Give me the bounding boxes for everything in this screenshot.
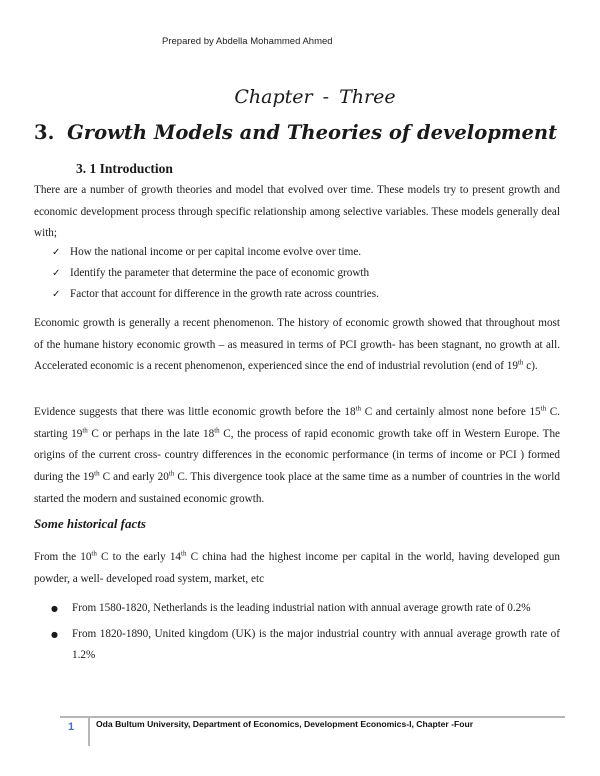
intro-paragraph: There are a number of growth theories and model that evolved over time. These models try to present growth and economic development process through specific relationship among selective variables. These models generally deal with; [34, 184, 560, 240]
para3-sup: th [94, 469, 100, 478]
para2-text-b: c). [523, 360, 538, 373]
check-item-text: Identify the parameter that determine the pace of economic growth [70, 267, 370, 279]
bullet-dot-icon: ● [51, 604, 58, 613]
para3-text-g: C. This divergence took place at the same time as a number of countries in the world started the modern and sustained economic growth. [34, 471, 560, 505]
para2-sup: th [517, 358, 524, 367]
para3-text-f: C and early 20 [99, 471, 169, 484]
para3-text-d: C or perhaps in the late 18 [87, 427, 215, 440]
check-list [52, 242, 379, 305]
main-title-text: Growth Models and Theories of development [67, 121, 558, 144]
para3-sup: th [355, 404, 362, 413]
para4-text-c: C china had the highest income per capital in the world, having developed gun powder, a well- developed road system, market, etc [34, 551, 560, 585]
para3-text-a: Evidence suggests that there was little economic growth before the 18 [34, 406, 356, 418]
bullet-text: From 1580-1820, Netherlands is the leading industrial nation with annual average growth rate of 0.2% [72, 602, 531, 614]
para3-sup: th [168, 469, 175, 478]
main-title-number: 3. [34, 121, 55, 144]
check-item-text: How the national income or per capital income evolve over time. [70, 246, 362, 258]
para3-sup: th [214, 425, 220, 434]
para3-text-e: C, the process of rapid economic growth take off in Western Europe. The origins of the current cross- country differences in the economic performance (in terms of income or PCI ) formed during the 19 [34, 427, 560, 484]
bullet-text: From 1820-1890, United kingdom (UK) is the major industrial country with annual average growth rate of 1.2% [72, 627, 560, 662]
footer-rule [60, 716, 565, 718]
section-title: 3. 1 Introduction [76, 161, 173, 176]
check-list-item [52, 284, 379, 305]
para4-text-a: From the 10 [34, 551, 92, 563]
bullet-dot-icon: ● [51, 629, 58, 639]
page-header-author: Prepared by Abdella Mohammed Ahmed [162, 36, 333, 47]
checkmark-icon: ✓ [52, 289, 61, 300]
chapter-word: Chapter [234, 86, 313, 108]
footer-text: Oda Bultum University, Department of Economics, Development Economics-I, Chapter -Four [96, 719, 474, 729]
evidence-paragraph [34, 402, 560, 511]
check-list-item [52, 242, 379, 263]
para2-text-a: Economic growth is generally a recent phenomenon. The history of economic growth showed that throughout most of the humane history economic growth – as measured in terms of PCI growth- has been stagnant, no growth at all. Accelerated economic is a recent phenomenon, experienced since the end of industrial revolution (end of 19 [34, 317, 560, 373]
para4-text-b: C to the early 14 [96, 551, 182, 563]
para4-sup: th [91, 549, 97, 558]
main-title [34, 121, 557, 144]
checkmark-icon: ✓ [52, 268, 61, 279]
china-paragraph [34, 547, 560, 590]
chapter-heading [0, 86, 600, 108]
chapter-dash: - [322, 86, 330, 108]
para4-sup: th [181, 549, 187, 558]
para3-sup: th [82, 425, 88, 434]
chapter-number: Three [339, 86, 396, 108]
para3-sup: th [540, 404, 547, 413]
page-number: 1 [68, 721, 75, 733]
para3-text-c: C. starting 19 [34, 406, 560, 440]
checkmark-icon: ✓ [52, 247, 61, 258]
bullet-list [34, 598, 560, 671]
historical-facts-heading: Some historical facts [34, 516, 146, 531]
growth-history-paragraph [34, 313, 560, 378]
bullet-item [34, 624, 560, 667]
para3-text-b: C and certainly almost none before 15 [361, 406, 541, 418]
check-list-item [52, 263, 379, 284]
bullet-item [34, 598, 560, 620]
footer-divider [88, 716, 90, 746]
check-item-text: Factor that account for difference in the growth rate across countries. [70, 288, 379, 300]
